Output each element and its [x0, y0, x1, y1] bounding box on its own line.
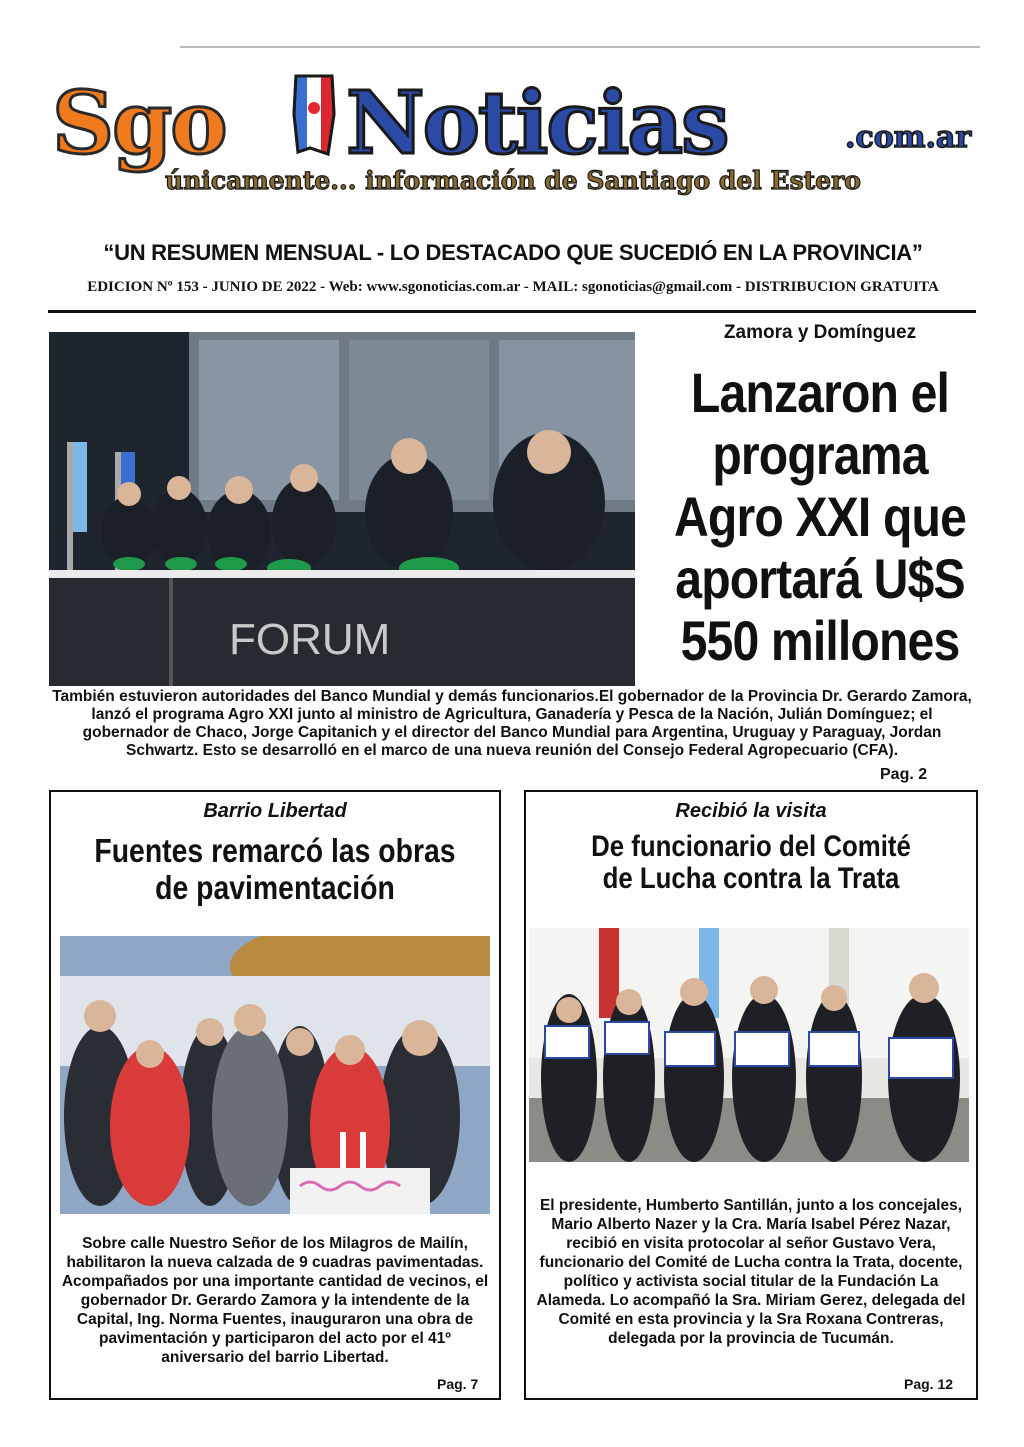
main-headline: Lanzaron el programa Agro XXI que aportará U$S 550 millones: [673, 361, 967, 672]
forum-sign-text: FORUM: [229, 615, 391, 664]
logo-domain: .com.ar: [845, 120, 972, 155]
main-page-ref: Pag. 2: [880, 766, 928, 783]
right-headline-line2: de Lucha contra la Trata: [602, 862, 900, 895]
logo-noticias: Noticias: [346, 73, 728, 174]
slogan: únicamente... información de Santiago del Estero: [165, 166, 861, 195]
left-headline-line2: de pavimentación: [155, 869, 395, 906]
right-headline-line1: De funcionario del Comité: [591, 830, 911, 863]
right-body: El presidente, Humberto Santillán, junto a los concejales, Mario Alberto Nazer y la Cra. María Isabel Pérez Nazar, recibió en visita protocolar al señor Gustavo Vera, funcionario del Comité de Lucha contra la Trata, docente, político y activista social titular de la Fundación La Alameda. Lo acompañó la Sra. Miriam Gerez, delegada del Comité en esta provincia y la Sra Roxana Contreras, delegada por la provincia de Tucumán.: [536, 1197, 966, 1347]
ceremony-illustration: [60, 936, 490, 1214]
left-kicker: Barrio Libertad: [203, 800, 347, 822]
right-kicker: Recibió la visita: [675, 800, 827, 822]
left-headline-line1: Fuentes remarcó las obras: [94, 832, 456, 869]
left-story-photo: [60, 936, 490, 1214]
masthead-top-line: [180, 46, 980, 48]
santiago-flag-icon: [290, 74, 338, 156]
forum-panel-illustration: [49, 332, 635, 686]
header-rule: [48, 310, 976, 313]
main-story-photo: [49, 332, 635, 686]
left-story-box: [49, 790, 501, 1400]
right-story-box: [524, 790, 978, 1400]
logo-sgo: Sgo: [52, 73, 226, 174]
main-lede: También estuvieron autoridades del Banco Mundial y demás funcionarios.El gobernador de la Provincia Dr. Gerardo Zamora, lanzó el programa Agro XXI junto al ministro de Agricultura, Ganadería y Pesca de la Nación, Julián Domínguez; el gobernador de Chaco, Jorge Capitanich y el director del Banco Mundial para Argentina, Uruguay y Paraguay, Jordan Schwartz. Esto se desarrolló en el marco de una nueva reunión del Consejo Federal Agropecuario (CFA).: [52, 688, 972, 759]
tagline: “UN RESUMEN MENSUAL - LO DESTACADO QUE SUCEDIÓ EN LA PROVINCIA”: [103, 240, 923, 265]
left-body: Sobre calle Nuestro Señor de los Milagros de Mailín, habilitaron la nueva calzada de 9 cuadras pavimentadas. Acompañados por una importante cantidad de vecinos, el gobernador Dr. Gerardo Zamora y la intendente de la Capital, Ing. Norma Fuentes, inauguraron una obra de pavimentación y participaron del acto por el 41º aniversario del barrio Libertad.: [61, 1235, 489, 1366]
right-story-photo: [529, 928, 969, 1162]
main-kicker: Zamora y Domínguez: [723, 322, 917, 343]
edition-line: EDICION Nº 153 - JUNIO DE 2022 - Web: www.sgonoticias.com.ar - MAIL: sgonoticias@gmail.com - DISTRIBUCION GRATUITA: [87, 279, 939, 295]
right-page-ref: Pag. 12: [904, 1376, 954, 1392]
masthead: [50, 46, 976, 206]
left-page-ref: Pag. 7: [437, 1376, 479, 1392]
visit-illustration: [529, 928, 969, 1162]
